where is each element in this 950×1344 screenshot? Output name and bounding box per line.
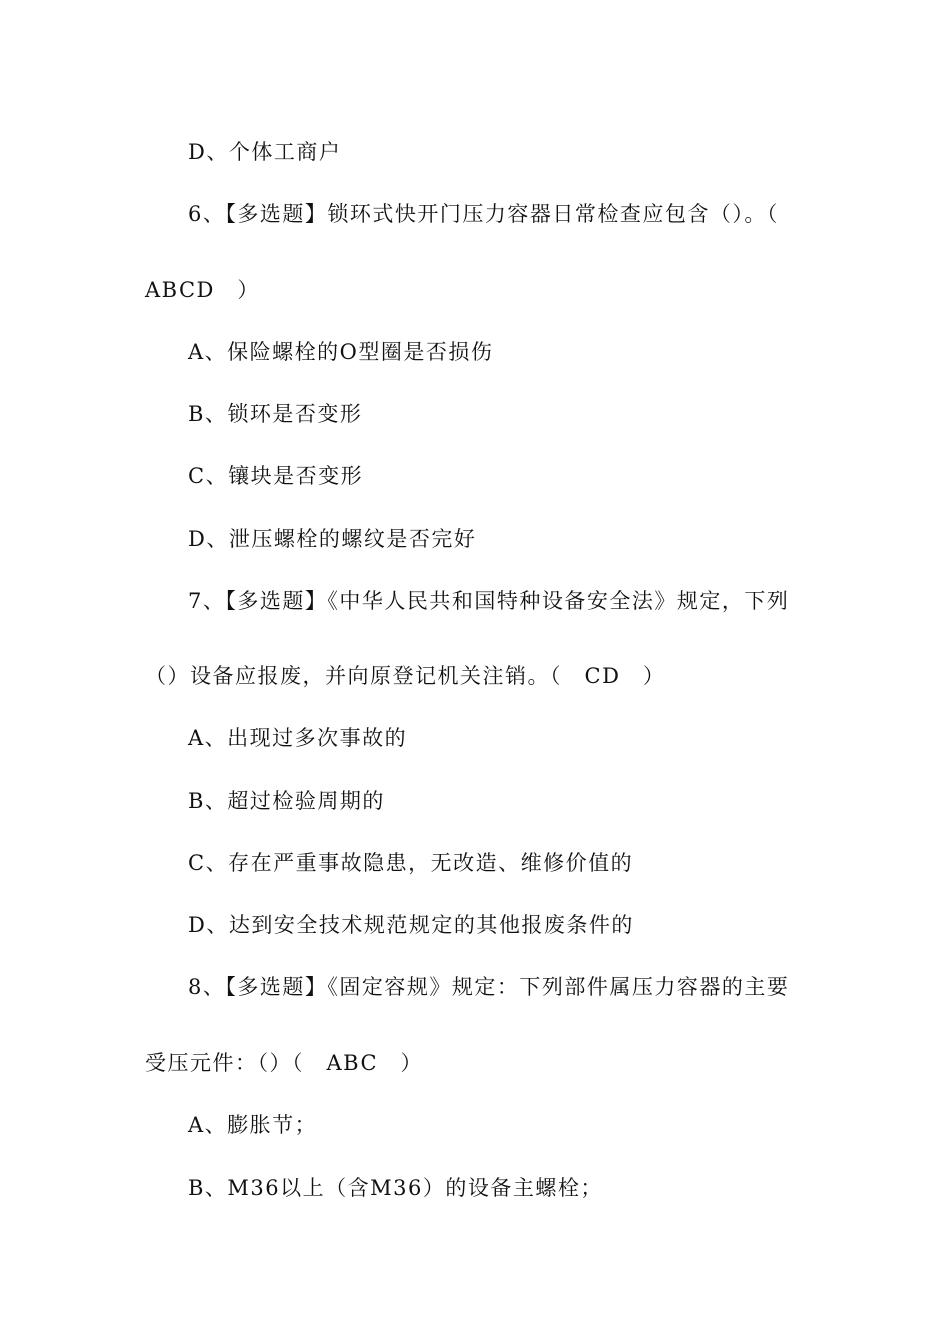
q7-stem-continued: （）设备应报废，并向原登记机关注销。（ CD ）	[145, 664, 666, 688]
q6-stem: 6、【多选题】锁环式快开门压力容器日常检查应包含（）。（	[188, 202, 779, 226]
q7-option-b: B、超过检验周期的	[188, 789, 385, 813]
q6-answer: ABCD ）	[145, 278, 260, 302]
q8-option-a: A、膨胀节；	[188, 1113, 318, 1137]
q6-option-b: B、锁环是否变形	[188, 402, 363, 426]
q8-stem: 8、【多选题】《固定容规》规定：下列部件属压力容器的主要	[188, 975, 790, 999]
q8-stem-continued: 受压元件：（）（ ABC ）	[145, 1051, 424, 1075]
q8-option-b: B、M36以上（含M36）的设备主螺栓；	[188, 1176, 603, 1200]
q7-stem: 7、【多选题】《中华人民共和国特种设备安全法》规定，下列	[188, 589, 790, 613]
q6-option-d: D、泄压螺栓的螺纹是否完好	[188, 527, 477, 551]
q7-option-a: A、出现过多次事故的	[188, 726, 408, 750]
q5-option-d: D、个体工商户	[188, 140, 342, 164]
q6-option-c: C、镶块是否变形	[188, 464, 364, 488]
q6-option-a: A、保险螺栓的O型圈是否损伤	[188, 340, 494, 364]
q7-option-d: D、达到安全技术规范规定的其他报废条件的	[188, 913, 634, 937]
q7-option-c: C、存在严重事故隐患，无改造、维修价值的	[188, 851, 634, 875]
